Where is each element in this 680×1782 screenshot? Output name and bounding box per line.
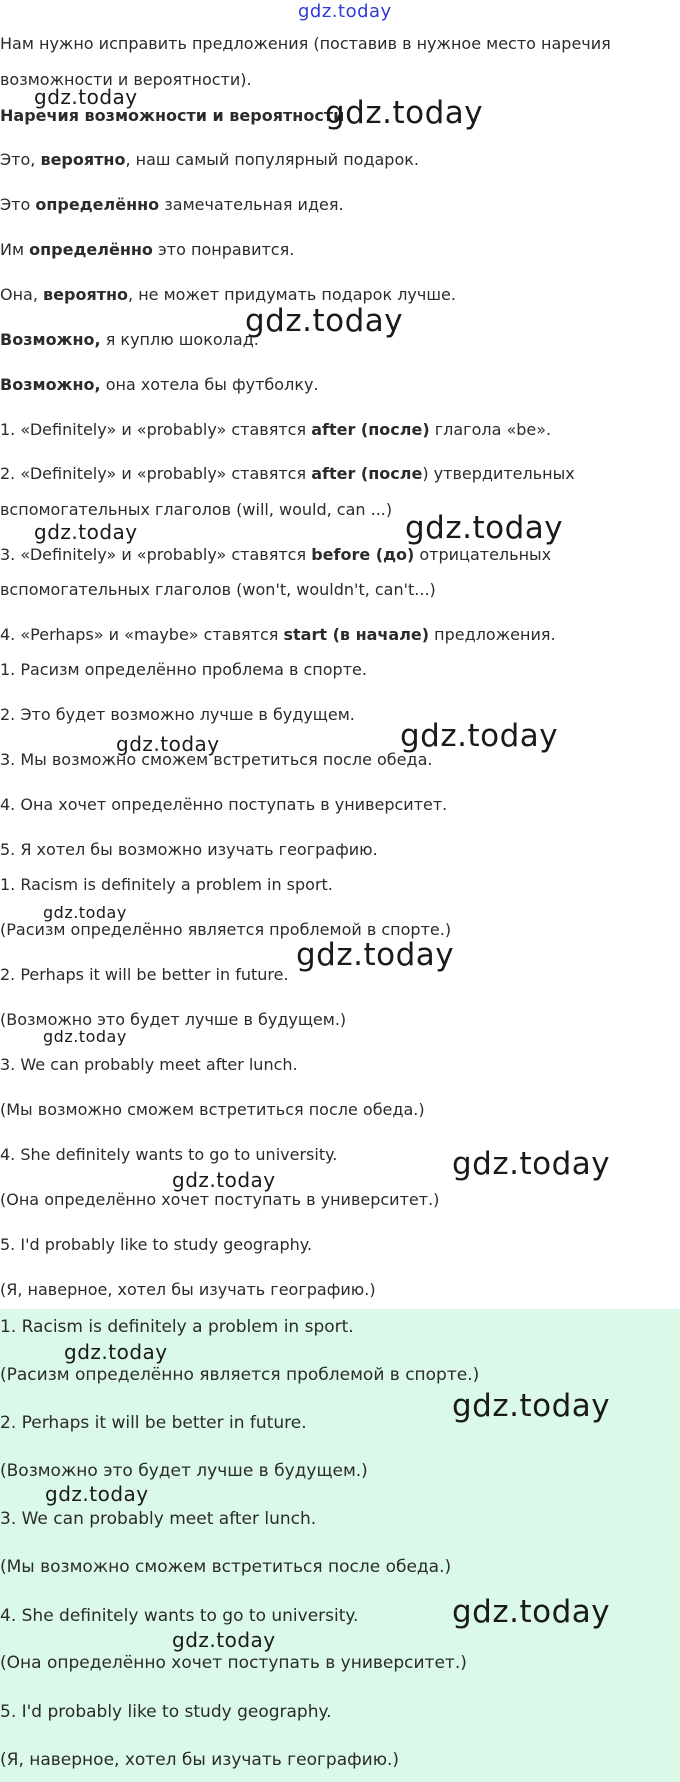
example-line: Она, вероятно, не может придумать подарок лучше. xyxy=(0,285,456,304)
example-line: Это определённо замечательная идея. xyxy=(0,195,344,214)
section-heading: Наречия возможности и вероятности xyxy=(0,106,345,125)
watermark: gdz.today xyxy=(34,520,138,544)
answer-translation: (Расизм определённо является проблемой в спорте.) xyxy=(0,1365,480,1385)
task-line: 5. Я хотел бы возможно изучать географию. xyxy=(0,840,378,859)
answer-translation: (Мы возможно сможем встретиться после обеда.) xyxy=(0,1557,452,1577)
answer-translation: (Я, наверное, хотел бы изучать географию.) xyxy=(0,1750,400,1770)
answer-translation: (Она определённо хочет поступать в университет.) xyxy=(0,1653,467,1673)
task-line: 4. Она хочет определённо поступать в университет. xyxy=(0,795,448,814)
watermark: gdz.today xyxy=(298,1,392,22)
task-line: 2. Это будет возможно лучше в будущем. xyxy=(0,705,355,724)
answer-line: 4. She definitely wants to go to university. xyxy=(0,1606,359,1626)
watermark: gdz.today xyxy=(452,1594,611,1630)
answer-line: 2. Perhaps it will be better in future. xyxy=(0,965,289,984)
answer-line: 3. We can probably meet after lunch. xyxy=(0,1509,317,1529)
answer-translation: (Расизм определённо является проблемой в спорте.) xyxy=(0,920,452,939)
watermark: gdz.today xyxy=(325,95,484,131)
answer-translation: (Возможно это будет лучше в будущем.) xyxy=(0,1461,368,1481)
answer-translation: (Возможно это будет лучше в будущем.) xyxy=(0,1010,347,1029)
watermark: gdz.today xyxy=(116,732,220,756)
answer-line: 1. Racism is definitely a problem in sport. xyxy=(0,1317,354,1337)
answer-line: 4. She definitely wants to go to university. xyxy=(0,1145,338,1164)
rule-line: 2. «Definitely» и «probably» ставятся after (после) утвердительных xyxy=(0,464,575,483)
watermark: gdz.today xyxy=(296,937,455,973)
answer-translation: (Она определённо хочет поступать в университет.) xyxy=(0,1190,440,1209)
answer-translation: (Мы возможно сможем встретиться после обеда.) xyxy=(0,1100,425,1119)
answer-box xyxy=(0,1309,680,1782)
example-line: Возможно, она хотела бы футболку. xyxy=(0,375,319,394)
rule-line: 4. «Perhaps» и «maybe» ставятся start (в начале) предложения. xyxy=(0,625,556,644)
watermark: gdz.today xyxy=(400,718,559,754)
watermark: gdz.today xyxy=(405,510,564,546)
rule-line-continuation: вспомогательных глаголов (will, would, can ...) xyxy=(0,500,393,519)
intro-line-2: возможности и вероятности). xyxy=(0,70,252,89)
rule-line: 1. «Definitely» и «probably» ставятся after (после) глагола «be». xyxy=(0,420,552,439)
watermark: gdz.today xyxy=(43,1027,127,1046)
answer-line: 5. I'd probably like to study geography. xyxy=(0,1235,313,1254)
watermark: gdz.today xyxy=(64,1340,168,1364)
watermark: gdz.today xyxy=(172,1168,276,1192)
rule-line: 3. «Definitely» и «probably» ставятся before (до) отрицательных xyxy=(0,545,552,564)
task-line: 3. Мы возможно сможем встретиться после обеда. xyxy=(0,750,433,769)
watermark: gdz.today xyxy=(45,1482,149,1506)
answer-line: 2. Perhaps it will be better in future. xyxy=(0,1413,307,1433)
watermark: gdz.today xyxy=(452,1388,611,1424)
watermark: gdz.today xyxy=(452,1146,611,1182)
watermark: gdz.today xyxy=(245,303,404,339)
answer-line: 1. Racism is definitely a problem in sport. xyxy=(0,875,333,894)
answer-translation: (Я, наверное, хотел бы изучать географию.) xyxy=(0,1280,376,1299)
watermark: gdz.today xyxy=(43,903,127,922)
example-line: Это, вероятно, наш самый популярный подарок. xyxy=(0,150,419,169)
example-line: Им определённо это понравится. xyxy=(0,240,295,259)
intro-line-1: Нам нужно исправить предложения (поставив в нужное место наречия xyxy=(0,34,611,53)
watermark: gdz.today xyxy=(34,85,138,109)
watermark: gdz.today xyxy=(172,1628,276,1652)
answer-line: 5. I'd probably like to study geography. xyxy=(0,1702,332,1722)
rule-line-continuation: вспомогательных глаголов (won't, wouldn't, can't...) xyxy=(0,580,436,599)
task-line: 1. Расизм определённо проблема в спорте. xyxy=(0,660,367,679)
answer-line: 3. We can probably meet after lunch. xyxy=(0,1055,298,1074)
example-line: Возможно, я куплю шоколад. xyxy=(0,330,259,349)
